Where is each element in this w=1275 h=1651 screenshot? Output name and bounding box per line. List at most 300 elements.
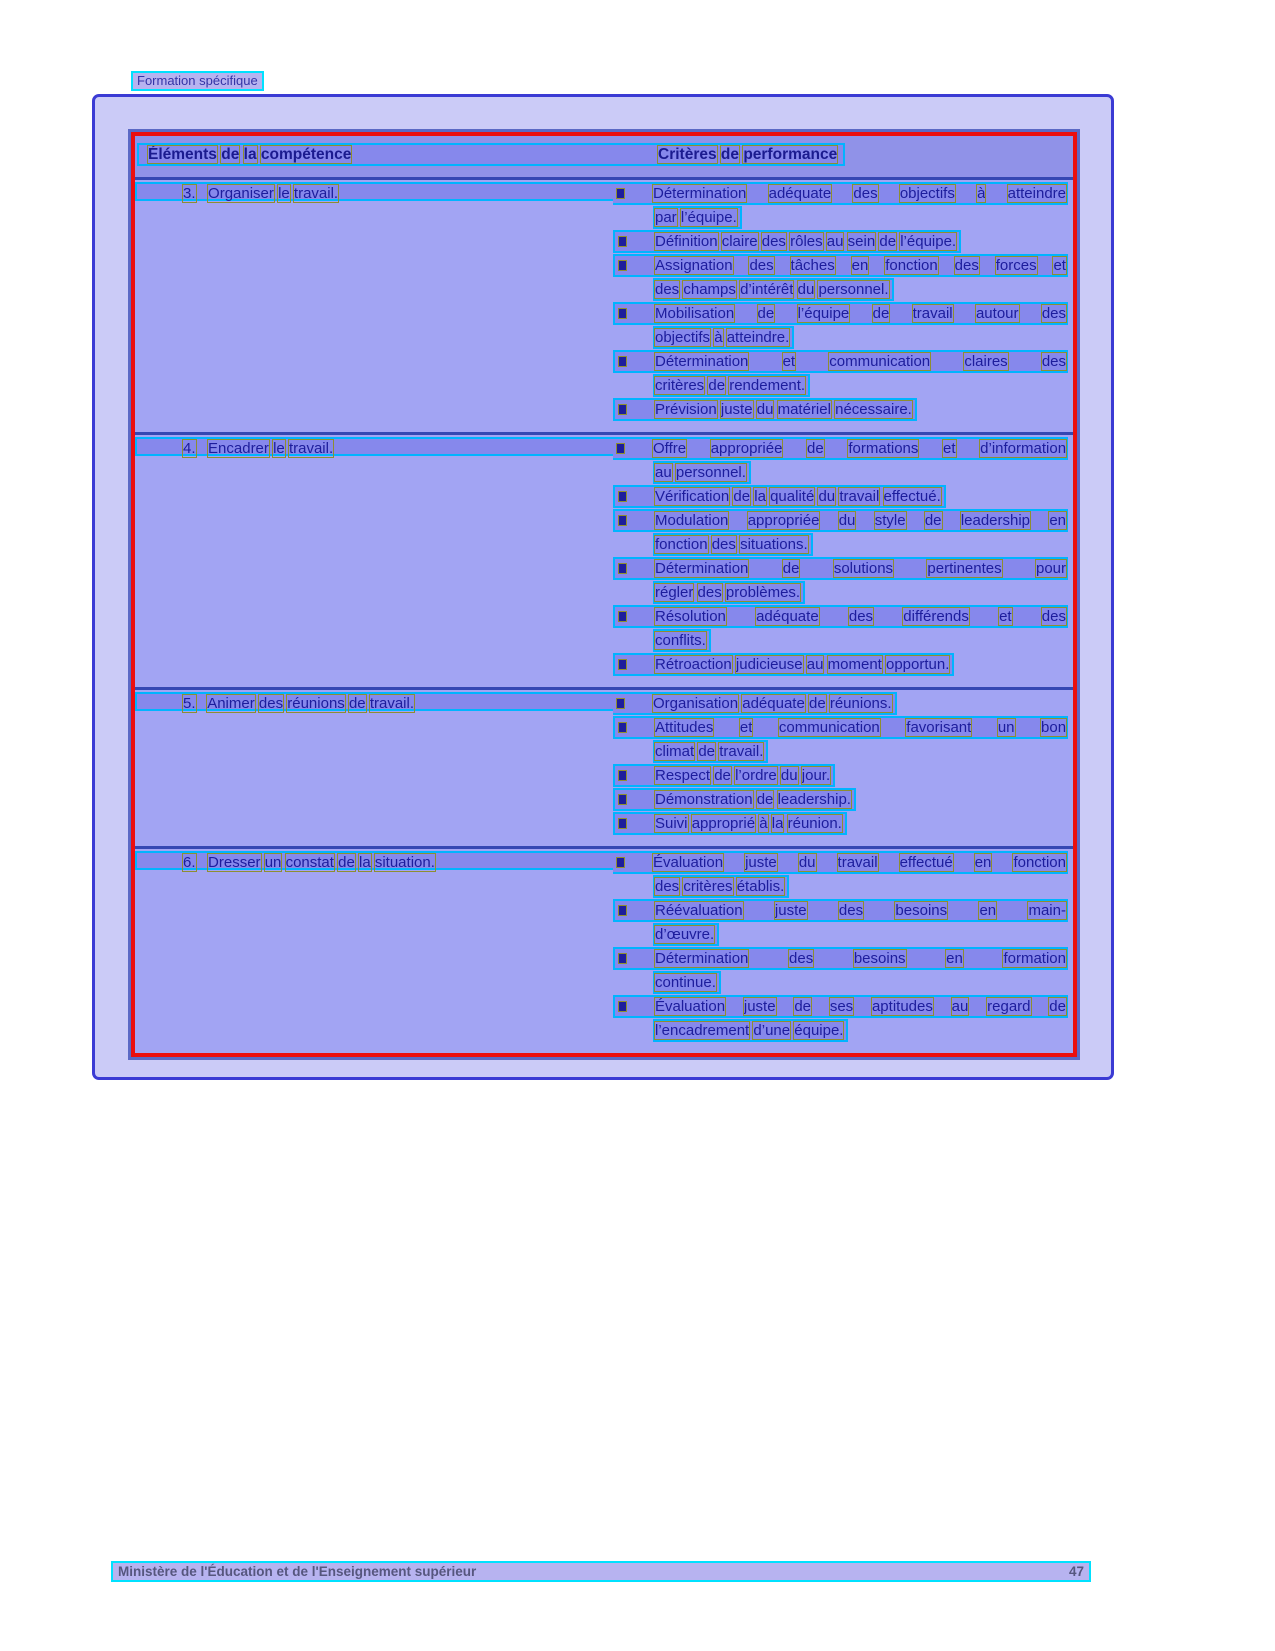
element-cell [135,182,613,201]
criteria-word: Définition [655,233,718,250]
criteria-word: moment [827,656,882,673]
criteria-word: différends [903,608,969,625]
criteria-line-highlight [613,947,1068,970]
criteria-cell [613,350,1073,373]
bullet-icon [619,237,626,246]
table-line-row [135,206,1073,229]
criteria-word: des [711,536,736,553]
criteria-word: à [714,329,723,346]
criteria-word: de [782,560,800,577]
criteria-cell [613,851,1073,874]
criteria-word: personnel. [675,464,746,481]
criteria-word: à [759,815,768,832]
criteria-word: de [757,305,775,322]
criteria-word: des [848,608,874,625]
row-number: 4. [183,440,196,457]
criteria-word: adéquate [768,185,832,202]
table-line-row [135,374,1073,397]
criteria-word: travail. [719,743,764,760]
criteria-line-highlight [613,692,897,715]
bullet-icon [619,357,626,366]
criteria-word: et [943,440,956,457]
criteria-word: tâches [790,257,835,274]
bullet-icon [617,858,624,867]
criteria-word: rôles [790,233,823,250]
table-line-row [135,995,1073,1018]
table-row [135,435,1073,690]
criteria-word: des [749,257,774,274]
table-line-row [135,557,1073,580]
table-line-row [135,947,1073,970]
criteria-word: leadership. [777,791,851,808]
criteria-cell [613,557,1073,580]
table-line-row [135,182,1073,205]
criteria-line-highlight [613,398,917,421]
criteria-line-highlight [653,206,742,229]
criteria-word: la [771,815,784,832]
criteria-line-highlight [653,875,789,898]
criteria-cell [613,692,1073,715]
criteria-word: Vérification [655,488,730,505]
criteria-word: travail [839,488,880,505]
criteria-line-highlight [613,716,1068,739]
criteria-word: en [1049,512,1067,529]
criteria-word: au [806,656,824,673]
element-cell [135,437,613,456]
criteria-cell [613,509,1073,532]
criteria-cell [613,374,1073,397]
criteria-word: besoins [853,950,906,967]
criteria-cell [613,995,1073,1018]
criteria-word: atteindre [1007,185,1066,202]
criteria-word: la [754,488,766,505]
criteria-word: d’une [753,1022,791,1039]
table-line-row [135,581,1073,604]
criteria-word: juste [743,998,776,1015]
criteria-word: et [1053,257,1066,274]
criteria-word: du [756,401,774,418]
criteria-word: de [807,440,824,457]
bullet-icon [619,723,626,732]
criteria-line-highlight [613,485,946,508]
criteria-word: réunion. [787,815,842,832]
element-word: le [273,440,285,457]
element-word: travail. [288,440,334,457]
table-line-row [135,692,1073,715]
criteria-line-highlight [613,509,1068,532]
bullet-icon [619,309,626,318]
element-highlight-band [135,437,613,456]
criteria-word: Assignation [655,257,733,274]
header-word: Critères [658,146,717,163]
criteria-word: Organisation [653,695,739,712]
criteria-word: juste [774,902,807,919]
criteria-word: ses [829,998,854,1015]
criteria-word: effectué. [883,488,941,505]
criteria-word: champs [683,281,736,298]
criteria-word: de [708,377,726,394]
criteria-cell [613,533,1073,556]
criteria-cell [613,326,1073,349]
criteria-word: des [761,233,786,250]
header-word: de [221,146,240,163]
element-word: travail. [369,695,415,712]
criteria-cell [613,899,1073,922]
criteria-word: approprié [691,815,756,832]
bullet-icon [617,189,624,198]
element-cell [135,692,613,711]
criteria-word: claires [964,353,1008,370]
criteria-word: nécessaire. [835,401,912,418]
table-line-row [135,509,1073,532]
criteria-line-highlight [653,740,768,763]
criteria-word: objectifs [655,329,711,346]
criteria-word: de [756,791,774,808]
criteria-line-highlight [613,254,1068,277]
criteria-word: du [797,281,815,298]
criteria-cell [613,278,1073,301]
criteria-line-highlight [613,557,1068,580]
table-line-row [135,230,1073,253]
header-highlight-band [137,143,885,166]
criteria-word: des [853,185,878,202]
criteria-word: équipe. [794,1022,844,1039]
criteria-word: des [1041,305,1067,322]
criteria-cell [613,812,1073,835]
criteria-word: Détermination [655,950,749,967]
criteria-word: l’équipe. [900,233,957,250]
criteria-line-highlight [653,629,711,652]
criteria-word: un [997,719,1015,736]
criteria-word: pertinentes [927,560,1002,577]
criteria-word: en [979,902,997,919]
element-word: un [264,854,282,871]
criteria-line-highlight [613,350,1068,373]
criteria-cell [613,629,1073,652]
criteria-word: leadership [960,512,1031,529]
criteria-word: formations [848,440,919,457]
element-word: réunions [287,695,345,712]
criteria-word: conflits. [655,632,706,649]
content-panel [92,94,1114,1080]
criteria-word: fonction [655,536,708,553]
criteria-word: Démonstration [655,791,753,808]
criteria-line-highlight [613,851,1068,874]
element-word: Encadrer [208,440,269,457]
table-line-row [135,740,1073,763]
criteria-word: des [1041,353,1067,370]
criteria-word: établis. [736,878,785,895]
criteria-word: solutions [833,560,894,577]
element-word: Animer [207,695,255,712]
criteria-word: de [1049,998,1066,1015]
criteria-word: Respect [655,767,711,784]
criteria-word: Mobilisation [655,305,735,322]
criteria-cell [613,971,1073,994]
criteria-word: du [780,767,798,784]
table-line-row [135,875,1073,898]
criteria-word: main- [1028,902,1066,919]
criteria-cell [613,182,1073,205]
criteria-cell [613,875,1073,898]
row-number: 6. [183,854,196,871]
criteria-word: Offre [653,440,687,457]
table-line-row [135,533,1073,556]
criteria-word: par [655,209,677,226]
criteria-word: fonction [885,257,938,274]
element-highlight-band [135,851,613,870]
criteria-word: critères [655,377,705,394]
criteria-line-highlight [653,278,894,301]
criteria-cell [613,947,1073,970]
criteria-line-highlight [653,461,751,484]
element-highlight-band [135,182,613,201]
element-word: le [278,185,290,202]
criteria-word: au [826,233,844,250]
bullet-icon [619,612,626,621]
criteria-line-highlight [613,230,961,253]
criteria-cell [613,230,1073,253]
criteria-cell [613,437,1073,460]
criteria-word: Suivi [655,815,688,832]
header-word: compétence [260,146,352,163]
criteria-word: l’équipe [797,305,850,322]
criteria-word: des [954,257,979,274]
criteria-word: Modulation [655,512,729,529]
element-word: constat [285,854,334,871]
criteria-word: d’information [980,440,1067,457]
criteria-word: de [733,488,751,505]
header-word: performance [743,146,838,163]
criteria-line-highlight [613,653,954,676]
bullet-icon [619,906,626,915]
criteria-word: juste [745,854,777,871]
criteria-word: climat [655,743,695,760]
criteria-word: en [851,257,869,274]
bullet-icon [619,954,626,963]
criteria-cell [613,740,1073,763]
criteria-cell [613,485,1073,508]
criteria-word: style [874,512,906,529]
criteria-word: d’intérêt [740,281,794,298]
criteria-word: du [838,512,856,529]
table-line-row [135,398,1073,421]
criteria-word: continue. [655,974,716,991]
criteria-word: communication [829,353,931,370]
page-footer [111,1561,1091,1582]
criteria-word: effectué [899,854,953,871]
criteria-cell [613,923,1073,946]
criteria-line-highlight [613,812,847,835]
element-word: des [258,695,284,712]
criteria-word: de [808,695,826,712]
criteria-line-highlight [653,374,810,397]
criteria-word: et [739,719,753,736]
criteria-cell [613,764,1073,787]
criteria-word: des [1041,608,1066,625]
element-word: la [358,854,371,871]
table-line-row [135,461,1073,484]
criteria-cell [613,605,1073,628]
criteria-word: personnel. [818,281,889,298]
criteria-word: et [999,608,1012,625]
criteria-word: de [698,743,716,760]
criteria-word: régler [655,584,694,601]
criteria-word: de [794,998,812,1015]
criteria-word: Attitudes [655,719,714,736]
criteria-line-highlight [613,182,1068,205]
row-number: 3. [183,185,196,202]
header-col-elements [137,143,658,166]
element-cell [135,851,613,870]
table-line-row [135,629,1073,652]
criteria-line-highlight [613,437,1068,460]
criteria-line-highlight [653,581,805,604]
table-row [135,180,1073,435]
table-line-row [135,278,1073,301]
criteria-line-highlight [653,971,721,994]
table-line-row [135,851,1073,874]
criteria-cell [613,461,1073,484]
criteria-line-highlight [613,899,1068,922]
bullet-icon [619,795,626,804]
criteria-word: autour [975,305,1019,322]
row-number: 5. [183,695,196,712]
bullet-icon [617,699,624,708]
criteria-word: Résolution [655,608,726,625]
criteria-word: Détermination [655,353,749,370]
criteria-cell [613,1019,1073,1042]
criteria-word: appropriée [747,512,820,529]
table-line-row [135,812,1073,835]
criteria-word: Évaluation [655,998,726,1015]
table-line-row [135,899,1073,922]
criteria-word: besoins [895,902,948,919]
table-line-row [135,971,1073,994]
criteria-cell [613,788,1073,811]
bullet-icon [619,261,626,270]
criteria-word: forces [995,257,1037,274]
table-line-row [135,653,1073,676]
criteria-cell [613,398,1073,421]
criteria-line-highlight [653,533,813,556]
bullet-icon [619,516,626,525]
criteria-word: appropriée [710,440,783,457]
criteria-word: en [946,950,963,967]
table-line-row [135,437,1073,460]
criteria-word: matériel [777,401,831,418]
table-line-row [135,923,1073,946]
criteria-word: Évaluation [653,854,724,871]
table-row [135,690,1073,849]
bullet-icon [619,660,626,669]
element-word: situation. [374,854,435,871]
criteria-word: de [924,512,942,529]
element-word: Organiser [208,185,274,202]
criteria-word: claire [721,233,758,250]
criteria-word: et [782,353,796,370]
criteria-word: atteindre. [726,329,790,346]
competence-table [131,132,1077,1057]
criteria-line-highlight [613,302,1068,325]
element-word: Dresser [208,854,261,871]
criteria-cell [613,653,1073,676]
criteria-word: l’encadrement [655,1022,750,1039]
bullet-icon [617,444,624,453]
criteria-word: l’équipe. [680,209,737,226]
header-word: la [243,146,257,163]
table-line-row [135,485,1073,508]
criteria-word: Prévision [655,401,717,418]
criteria-word: au [951,998,969,1015]
criteria-word: d’œuvre. [655,926,715,943]
criteria-word: adéquate [742,695,805,712]
element-word: de [338,854,355,871]
criteria-word: l’ordre [735,767,777,784]
criteria-line-highlight [653,1019,848,1042]
criteria-line-highlight [613,788,856,811]
table-body [135,180,1073,1053]
criteria-word: du [818,488,836,505]
criteria-word: à [977,185,986,202]
header-word: Éléments [148,146,217,163]
criteria-word: opportun. [886,656,950,673]
bullet-icon [619,492,626,501]
criteria-word: adéquate [756,608,819,625]
element-word: de [348,695,366,712]
criteria-word: de [879,233,897,250]
criteria-line-highlight [653,923,719,946]
criteria-word: fonction [1013,854,1066,871]
bullet-icon [619,405,626,414]
criteria-word: Détermination [653,185,747,202]
table-line-row [135,716,1073,739]
competence-table-wrapper [128,129,1080,1060]
criteria-word: travail [837,854,878,871]
criteria-word: situations. [740,536,808,553]
criteria-word: communication [778,719,880,736]
criteria-word: aptitudes [871,998,933,1015]
bullet-icon [619,819,626,828]
criteria-word: des [789,950,814,967]
criteria-word: des [697,584,722,601]
criteria-word: Rétroaction [655,656,732,673]
criteria-word: au [655,464,672,481]
criteria-word: rendement. [729,377,806,394]
element-highlight-band [135,692,613,711]
criteria-word: de [872,305,890,322]
criteria-word: bon [1041,719,1067,736]
element-word: travail. [293,185,339,202]
table-line-row [135,302,1073,325]
criteria-word: judicieuse [735,656,803,673]
table-line-row [135,326,1073,349]
criteria-word: problèmes. [725,584,801,601]
table-row [135,849,1073,1053]
criteria-word: travail [912,305,953,322]
criteria-cell [613,302,1073,325]
criteria-word: critères [683,878,733,895]
header-col-criteres [658,143,845,166]
criteria-line-highlight [653,326,794,349]
criteria-word: en [974,854,992,871]
criteria-line-highlight [613,605,1068,628]
criteria-line-highlight [613,995,1068,1018]
table-line-row [135,764,1073,787]
criteria-word: qualité [770,488,815,505]
table-line-row [135,788,1073,811]
bullet-icon [619,771,626,780]
